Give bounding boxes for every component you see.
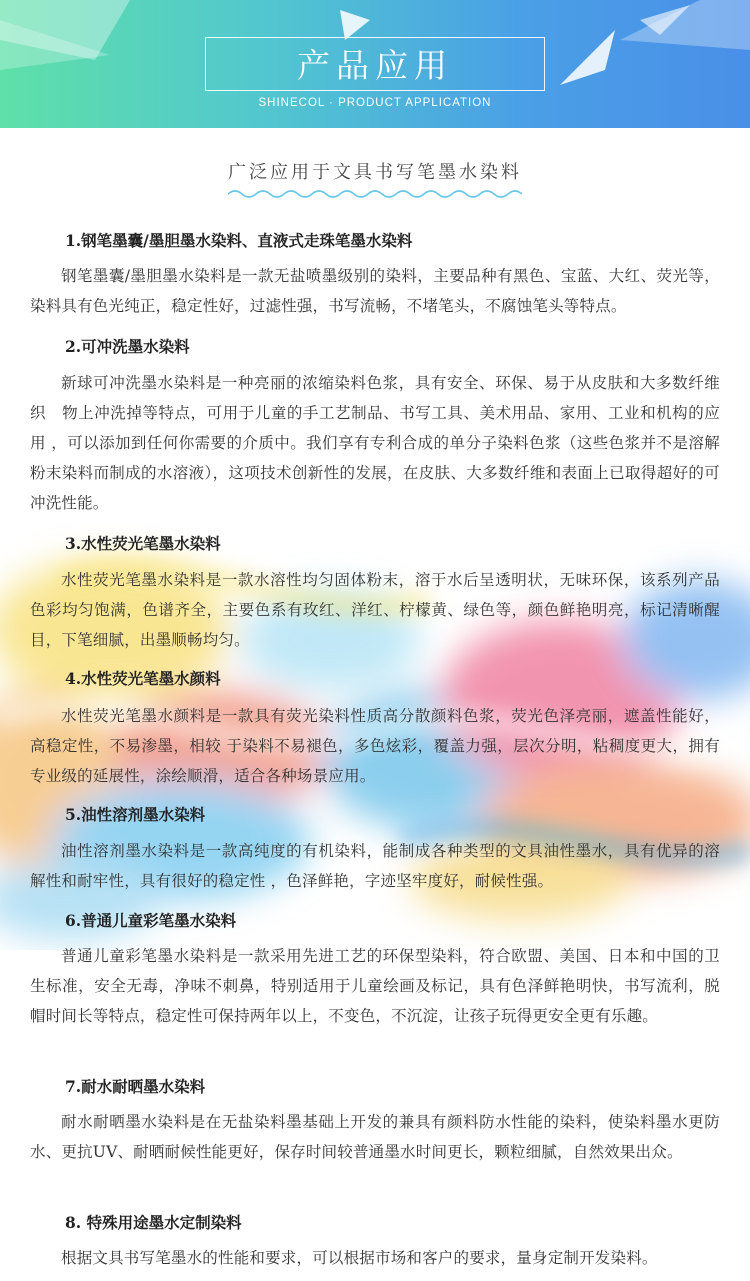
section-body-1: 钢笔墨囊/墨胆墨水染料是一款无盐喷墨级别的染料，主要品种有黑色、宝蓝、大红、荧光等，染料具有色光纯正，稳定性好，过滤性强，书写流畅，不堵笔头，不腐蚀笔头等特点。	[30, 267, 720, 315]
section-body-8: 根据文具书写笔墨水的性能和要求，可以根据市场和客户的要求，量身定制开发染料。	[61, 1249, 658, 1267]
section-body-7: 耐水耐晒墨水染料是在无盐染料墨基础上开发的兼具有颜料防水性能的染料，使染料墨水更防水、更抗UV、耐晒耐候性能更好，保存时间较普通墨水时间更长，颗粒细腻，自然效果出众。	[30, 1113, 720, 1161]
section-title-1: 1.钢笔墨囊/墨胆墨水染料、直液式走珠笔墨水染料	[65, 231, 413, 250]
section-body-4: 水性荧光笔墨水颜料是一款具有荧光染料性质高分散颜料色浆，荧光色泽亮丽，遮盖性能好，高稳定性，不易渗墨，相较 于染料不易褪色，多色炫彩，覆盖力强，层次分明，粘稠度更大，拥有专业级的延展性，涂绘顺滑，适合各种场景应用。	[30, 707, 720, 785]
banner-subtitle: SHINECOL · PRODUCT APPLICATION	[258, 97, 492, 109]
section-title-5: 5.油性溶剂墨水染料	[65, 805, 206, 824]
section-body-6: 普通儿童彩笔墨水染料是一款采用先进工艺的环保型染料，符合欧盟、美国、日本和中国的卫生标准，安全无毒，净味不刺鼻，特别适用于儿童绘画及标记，具有色泽鲜艳明快，书写流利，脱帽时间长等特点，稳定性可保持两年以上，不变色，不沉淀，让孩子玩得更安全更有乐趣。	[30, 947, 720, 1025]
header-banner	[0, 0, 750, 128]
section-title-4: 4.水性荧光笔墨水颜料	[65, 669, 221, 688]
section-title-2: 2.可冲洗墨水染料	[65, 337, 190, 356]
banner-title: 产品应用	[297, 46, 453, 85]
section-body-3: 水性荧光笔墨水染料是一款水溶性均匀固体粉末，溶于水后呈透明状，无味环保，该系列产品色彩均匀饱满，色谱齐全，主要色系有玫红、洋红、柠檬黄、绿色等，颜色鲜艳明亮，标记清晰醒目，下笔细腻，出墨顺畅均匀。	[30, 571, 720, 649]
page-subtitle: 广泛应用于文具书写笔墨水染料	[228, 162, 522, 183]
section-body-5: 油性溶剂墨水染料是一款高纯度的有机染料，能制成各种类型的文具油性墨水，具有优异的溶解性和耐牢性，具有很好的稳定性 ，色泽鲜艳，字迹坚牢度好，耐候性强。	[30, 842, 720, 890]
section-title-3: 3.水性荧光笔墨水染料	[65, 534, 221, 553]
section-title-6: 6.普通儿童彩笔墨水染料	[65, 911, 237, 930]
wave-divider	[228, 188, 522, 200]
section-title-8: 8. 特殊用途墨水定制染料	[65, 1213, 242, 1232]
section-body-2: 新球可冲洗墨水染料是一种亮丽的浓缩染料色浆，具有安全、环保、易于从皮肤和大多数纤维织 物上冲洗掉等特点，可用于儿童的手工艺制品、书写工具、美术用品、家用、工业和机构的应用 ，可以添加到任何你需要的介质中。我们享有专利合成的单分子染料色浆（这些色浆并不是溶解粉末染料而制成的水溶液），这项技术创新性的发展，在皮肤、大多数纤维和表面上已取得超好的可冲洗性能。	[30, 374, 720, 512]
section-title-7: 7.耐水耐晒墨水染料	[65, 1077, 206, 1096]
